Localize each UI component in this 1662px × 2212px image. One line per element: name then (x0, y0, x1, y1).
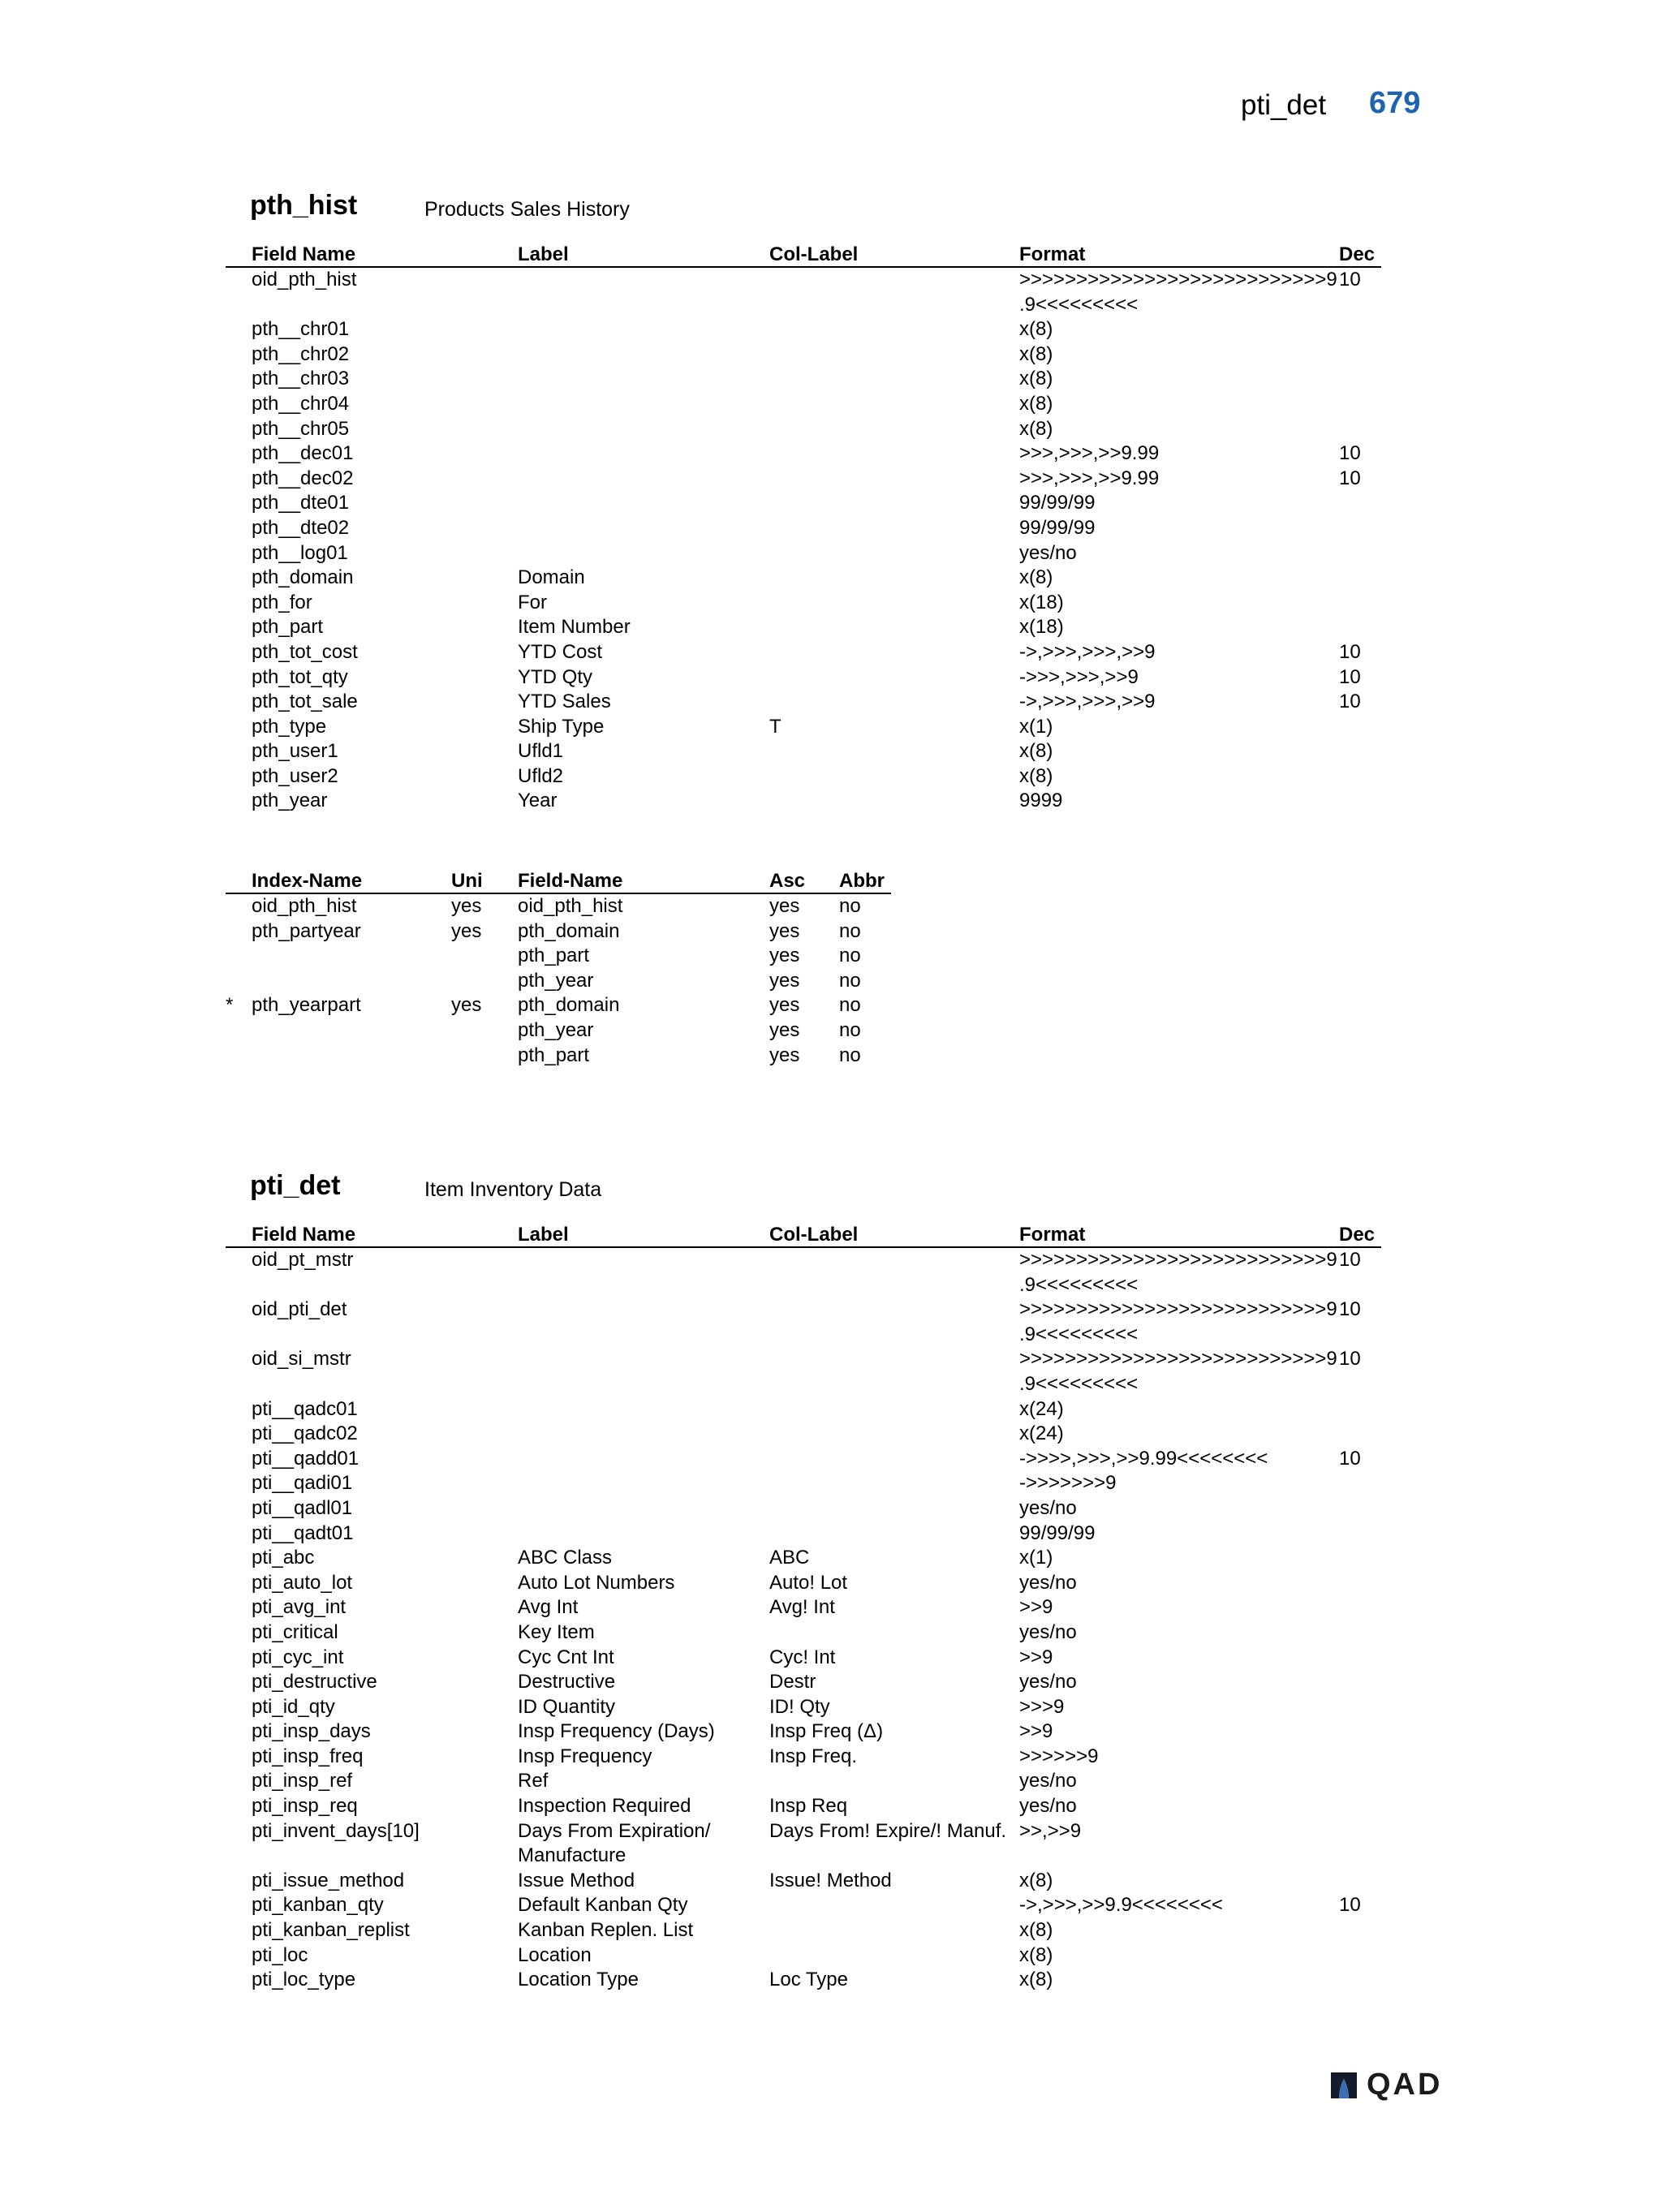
dec-cell: 10 (1339, 1298, 1361, 1321)
label-cell: Domain (518, 566, 585, 589)
format-cell: x(18) (1019, 591, 1064, 613)
asc-cell: yes (769, 969, 800, 992)
format-cell: yes/no (1019, 1795, 1077, 1818)
format-cell: x(8) (1019, 740, 1053, 763)
column-header-field-name: Field Name (252, 1224, 356, 1246)
label-cell: Ufld1 (518, 740, 564, 763)
qad-logo (1328, 2068, 1442, 2102)
format-cell: yes/no (1019, 1620, 1077, 1643)
format-cell: yes/no (1019, 1770, 1077, 1792)
column-header-abbr: Abbr (839, 870, 885, 892)
index-row (226, 969, 891, 994)
format-cell: x(8) (1019, 764, 1053, 787)
label-cell: Default Kanban Qty (518, 1894, 688, 1917)
field-name-cell: oid_si_mstr (252, 1348, 351, 1371)
format-cell: x(8) (1019, 1943, 1053, 1966)
dec-cell: 10 (1339, 691, 1361, 713)
field-table (226, 242, 1381, 814)
abbr-cell: no (839, 969, 861, 992)
table-row (226, 1347, 1381, 1396)
col-label-cell: Insp Freq (Δ) (769, 1720, 884, 1743)
label-cell: Item Number (518, 616, 631, 639)
table-row (226, 1670, 1381, 1695)
table-row (226, 1769, 1381, 1794)
table-row (226, 1546, 1381, 1571)
field-name-cell: pti_issue_method (252, 1869, 405, 1891)
col-label-cell: T (769, 715, 781, 738)
field-name-cell: pti_cyc_int (252, 1646, 344, 1668)
field-name-cell: oid_pt_mstr (252, 1249, 354, 1271)
col-label-cell: Auto! Lot (769, 1571, 848, 1594)
field-table (226, 1222, 1381, 1993)
table-row (226, 591, 1381, 616)
label-cell: ABC Class (518, 1547, 613, 1569)
field-name-cell: pth_tot_sale (252, 691, 358, 713)
table-row (226, 1620, 1381, 1646)
index-field-cell: pth_part (518, 1044, 590, 1066)
column-header-label: Label (518, 243, 569, 265)
format-cell: yes/no (1019, 541, 1077, 564)
field-name-cell: pti_kanban_replist (252, 1919, 410, 1942)
page-number: 679 (1369, 86, 1421, 120)
field-name-cell: pth__dte02 (252, 516, 350, 539)
column-header-col-label: Col-Label (769, 243, 859, 265)
qad-logo-text: QAD (1367, 2068, 1443, 2102)
table-row (226, 1422, 1381, 1447)
column-header-asc: Asc (769, 870, 806, 892)
index-row (226, 1018, 891, 1044)
field-name-cell: pti_loc_type (252, 1969, 356, 1991)
field-name-cell: pti_loc (252, 1943, 308, 1966)
label-cell: Cyc Cnt Int (518, 1646, 614, 1668)
format-cell: >>>>>>9 (1019, 1745, 1099, 1767)
label-cell: Insp Frequency (518, 1745, 652, 1767)
asc-cell: yes (769, 919, 800, 942)
table-row (226, 739, 1381, 764)
field-name-cell: oid_pti_det (252, 1298, 347, 1321)
label-cell: YTD Sales (518, 691, 611, 713)
label-cell: Insp Frequency (Days) (518, 1720, 715, 1743)
column-header-uni: Uni (451, 870, 483, 892)
index-field-cell: pth_year (518, 969, 594, 992)
field-name-cell: pth__chr05 (252, 417, 350, 440)
column-header-format: Format (1019, 1224, 1086, 1246)
table-row (226, 1496, 1381, 1521)
format-cell: >>>>>>>>>>>>>>>>>>>>>>>>>>>9 .9<<<<<<<<< (1019, 1249, 1337, 1296)
field-name-cell: pti_insp_days (252, 1720, 371, 1743)
format-cell: 99/99/99 (1019, 492, 1096, 514)
format-cell: >>>>>>>>>>>>>>>>>>>>>>>>>>>9 .9<<<<<<<<< (1019, 1298, 1337, 1345)
field-name-cell: pth__dte01 (252, 492, 350, 514)
qad-logo-icon (1328, 2071, 1360, 2100)
table-row (226, 342, 1381, 368)
format-cell: x(1) (1019, 715, 1053, 738)
format-cell: >>>9 (1019, 1695, 1065, 1718)
table-row (226, 441, 1381, 467)
format-cell: ->>>>,>>>,>>9.99<<<<<<<< (1019, 1447, 1268, 1470)
table-row (226, 1794, 1381, 1819)
field-name-cell: pth__dec01 (252, 442, 354, 465)
running-header-section: pti_det (1241, 89, 1327, 121)
field-name-cell: pth_type (252, 715, 327, 738)
dec-cell: 10 (1339, 1249, 1361, 1271)
table-row (226, 1869, 1381, 1894)
format-cell: ->,>>>,>>9.9<<<<<<<< (1019, 1894, 1223, 1917)
column-header-dec: Dec (1339, 1224, 1376, 1246)
format-cell: >>9 (1019, 1646, 1053, 1668)
table-row (226, 317, 1381, 342)
dec-cell: 10 (1339, 442, 1361, 465)
label-cell: YTD Qty (518, 665, 593, 688)
label-cell: Ufld2 (518, 764, 564, 787)
col-label-cell: Insp Req (769, 1795, 848, 1818)
col-label-cell: Avg! Int (769, 1596, 835, 1619)
table-row (226, 516, 1381, 541)
col-label-cell: Days From! Expire/! Manuf. (769, 1819, 1007, 1842)
abbr-cell: no (839, 1044, 861, 1066)
label-cell: YTD Cost (518, 640, 603, 663)
field-name-cell: pth__chr02 (252, 342, 350, 365)
format-cell: yes/no (1019, 1571, 1077, 1594)
format-cell: >>>,>>>,>>9.99 (1019, 442, 1160, 465)
unique-cell: yes (451, 895, 482, 917)
field-name-cell: pti__qadi01 (252, 1472, 353, 1495)
index-name-cell: pth_yearpart (252, 994, 361, 1017)
table-row (226, 566, 1381, 591)
abbr-cell: no (839, 945, 861, 967)
dec-cell: 10 (1339, 269, 1361, 290)
field-name-cell: pti_destructive (252, 1671, 377, 1693)
table-description: Products Sales History (424, 198, 630, 221)
format-cell: x(8) (1019, 417, 1053, 440)
field-name-cell: pth__log01 (252, 541, 348, 564)
table-row (226, 764, 1381, 790)
format-cell: x(24) (1019, 1397, 1064, 1420)
field-name-cell: pth_tot_qty (252, 665, 348, 688)
field-name-cell: pti_auto_lot (252, 1571, 353, 1594)
format-cell: ->,>>>,>>>,>>9 (1019, 691, 1156, 713)
format-cell: x(8) (1019, 1869, 1053, 1891)
table-row (226, 467, 1381, 492)
field-name-cell: pti__qadc02 (252, 1422, 358, 1445)
index-row (226, 894, 891, 919)
format-cell: yes/no (1019, 1496, 1077, 1519)
abbr-cell: no (839, 994, 861, 1017)
field-name-cell: pth_domain (252, 566, 354, 589)
column-header-index-name: Index-Name (252, 870, 363, 892)
field-name-cell: pth__chr04 (252, 392, 350, 415)
table-row (226, 715, 1381, 740)
field-table-body (226, 1248, 1381, 1993)
table-row (226, 367, 1381, 392)
format-cell: yes/no (1019, 1671, 1077, 1693)
index-field-cell: pth_year (518, 1018, 594, 1041)
table-row (226, 392, 1381, 417)
asc-cell: yes (769, 994, 800, 1017)
index-field-cell: oid_pth_hist (518, 895, 623, 917)
format-cell: x(24) (1019, 1422, 1064, 1445)
table-row (226, 1893, 1381, 1918)
table-row (226, 1719, 1381, 1745)
index-field-cell: pth_domain (518, 994, 620, 1017)
label-cell: Location Type (518, 1969, 639, 1991)
field-name-cell: pti_avg_int (252, 1596, 347, 1619)
label-cell: Ship Type (518, 715, 605, 738)
field-name-cell: oid_pth_hist (252, 269, 357, 290)
table-row (226, 1943, 1381, 1969)
asc-cell: yes (769, 1044, 800, 1066)
field-name-cell: pth_tot_cost (252, 640, 358, 663)
field-name-cell: pti__qadc01 (252, 1397, 358, 1420)
table-row (226, 1447, 1381, 1472)
table-row (226, 1745, 1381, 1770)
table-row (226, 268, 1381, 317)
format-cell: x(8) (1019, 392, 1053, 415)
format-cell: ->>>,>>>,>>9 (1019, 665, 1139, 688)
table-row (226, 1471, 1381, 1496)
field-table-header (226, 1222, 1381, 1248)
field-name-cell: pth_part (252, 616, 324, 639)
format-cell: >>9 (1019, 1720, 1053, 1743)
field-name-cell: pti__qadt01 (252, 1521, 354, 1544)
label-cell: Kanban Replen. List (518, 1919, 694, 1942)
table-row (226, 1646, 1381, 1671)
column-header-field-name: Field-Name (518, 870, 623, 892)
field-name-cell: pti__qadd01 (252, 1447, 360, 1470)
field-name-cell: pti_invent_days[10] (252, 1819, 420, 1842)
table-description: Item Inventory Data (424, 1178, 602, 1201)
field-name-cell: pth__chr03 (252, 368, 350, 390)
field-name-cell: pti_insp_freq (252, 1745, 364, 1767)
table-name: pth_hist (250, 190, 358, 221)
asc-cell: yes (769, 1018, 800, 1041)
dec-cell: 10 (1339, 1447, 1361, 1470)
col-label-cell: Cyc! Int (769, 1646, 836, 1668)
index-row (226, 944, 891, 969)
label-cell: Ref (518, 1770, 549, 1792)
table-row (226, 491, 1381, 516)
primary-index-marker: * (226, 994, 234, 1017)
asc-cell: yes (769, 945, 800, 967)
label-cell: For (518, 591, 547, 613)
label-cell: Location (518, 1943, 592, 1966)
table-row (226, 417, 1381, 442)
field-name-cell: pth__chr01 (252, 318, 350, 341)
label-cell: Issue Method (518, 1869, 635, 1891)
format-cell: >>9 (1019, 1596, 1053, 1619)
table-row (226, 690, 1381, 715)
table-row (226, 541, 1381, 566)
format-cell: >>>,>>>,>>9.99 (1019, 467, 1160, 489)
abbr-cell: no (839, 895, 861, 917)
index-table (226, 868, 891, 1068)
field-name-cell: pth__dec02 (252, 467, 354, 489)
table-name: pti_det (250, 1170, 341, 1201)
format-cell: x(8) (1019, 1969, 1053, 1991)
field-name-cell: pth_user1 (252, 740, 338, 763)
col-label-cell: ABC (769, 1547, 810, 1569)
table-row (226, 1571, 1381, 1596)
format-cell: >>,>>9 (1019, 1819, 1082, 1842)
table-row (226, 1521, 1381, 1547)
label-cell: Auto Lot Numbers (518, 1571, 675, 1594)
field-name-cell: pth_year (252, 790, 328, 812)
column-header-format: Format (1019, 243, 1086, 265)
index-table-header (226, 868, 891, 894)
field-name-cell: pti_critical (252, 1620, 338, 1643)
format-cell: x(18) (1019, 616, 1064, 639)
label-cell: ID Quantity (518, 1695, 616, 1718)
label-cell: Year (518, 790, 558, 812)
format-cell: 99/99/99 (1019, 516, 1096, 539)
table-row (226, 1397, 1381, 1422)
format-cell: >>>>>>>>>>>>>>>>>>>>>>>>>>>9 .9<<<<<<<<< (1019, 269, 1337, 316)
label-cell: Inspection Required (518, 1795, 691, 1818)
table-row (226, 1695, 1381, 1720)
abbr-cell: no (839, 919, 861, 942)
dec-cell: 10 (1339, 467, 1361, 489)
format-cell: x(8) (1019, 566, 1053, 589)
index-row (226, 919, 891, 945)
column-header-col-label: Col-Label (769, 1224, 859, 1246)
asc-cell: yes (769, 895, 800, 917)
column-header-label: Label (518, 1224, 569, 1246)
col-label-cell: Loc Type (769, 1969, 848, 1991)
index-field-cell: pth_part (518, 945, 590, 967)
field-name-cell: pti_insp_ref (252, 1770, 353, 1792)
dec-cell: 10 (1339, 1894, 1361, 1917)
dec-cell: 10 (1339, 665, 1361, 688)
column-header-field-name: Field Name (252, 243, 356, 265)
label-cell: Destructive (518, 1671, 616, 1693)
field-table-header (226, 242, 1381, 268)
field-name-cell: pth_user2 (252, 764, 338, 787)
table-row (226, 1298, 1381, 1347)
unique-cell: yes (451, 994, 482, 1017)
label-cell: Avg Int (518, 1596, 579, 1619)
index-name-cell: pth_partyear (252, 919, 361, 942)
format-cell: ->,>>>,>>>,>>9 (1019, 640, 1156, 663)
format-cell: x(8) (1019, 368, 1053, 390)
label-cell: Key Item (518, 1620, 595, 1643)
table-row (226, 1595, 1381, 1620)
format-cell: x(8) (1019, 342, 1053, 365)
format-cell: 9999 (1019, 790, 1063, 812)
unique-cell: yes (451, 919, 482, 942)
field-table-body (226, 268, 1381, 814)
format-cell: x(1) (1019, 1547, 1053, 1569)
field-name-cell: pti_abc (252, 1547, 315, 1569)
table-row (226, 1248, 1381, 1298)
table-row (226, 789, 1381, 814)
label-cell: Days From Expiration/ Manufacture (518, 1819, 711, 1867)
field-name-cell: pti_id_qty (252, 1695, 335, 1718)
field-name-cell: pti_insp_req (252, 1795, 358, 1818)
table-row (226, 665, 1381, 691)
col-label-cell: Destr (769, 1671, 816, 1693)
table-row (226, 615, 1381, 640)
col-label-cell: ID! Qty (769, 1695, 830, 1718)
format-cell: 99/99/99 (1019, 1521, 1096, 1544)
format-cell: >>>>>>>>>>>>>>>>>>>>>>>>>>>9 .9<<<<<<<<< (1019, 1348, 1337, 1395)
col-label-cell: Insp Freq. (769, 1745, 858, 1767)
table-row (226, 640, 1381, 665)
dec-cell: 10 (1339, 1348, 1361, 1371)
field-name-cell: pth_for (252, 591, 312, 613)
format-cell: x(8) (1019, 1919, 1053, 1942)
col-label-cell: Issue! Method (769, 1869, 892, 1891)
field-name-cell: pti_kanban_qty (252, 1894, 384, 1917)
table-row (226, 1968, 1381, 1993)
format-cell: x(8) (1019, 318, 1053, 341)
index-field-cell: pth_domain (518, 919, 620, 942)
index-row (226, 1044, 891, 1069)
index-row (226, 993, 891, 1018)
field-name-cell: pti__qadl01 (252, 1496, 353, 1519)
format-cell: ->>>>>>>9 (1019, 1472, 1117, 1495)
index-table-body (226, 894, 891, 1068)
column-header-dec: Dec (1339, 243, 1376, 265)
dec-cell: 10 (1339, 640, 1361, 663)
table-row (226, 1918, 1381, 1943)
abbr-cell: no (839, 1018, 861, 1041)
table-row (226, 1819, 1381, 1869)
index-name-cell: oid_pth_hist (252, 895, 357, 917)
